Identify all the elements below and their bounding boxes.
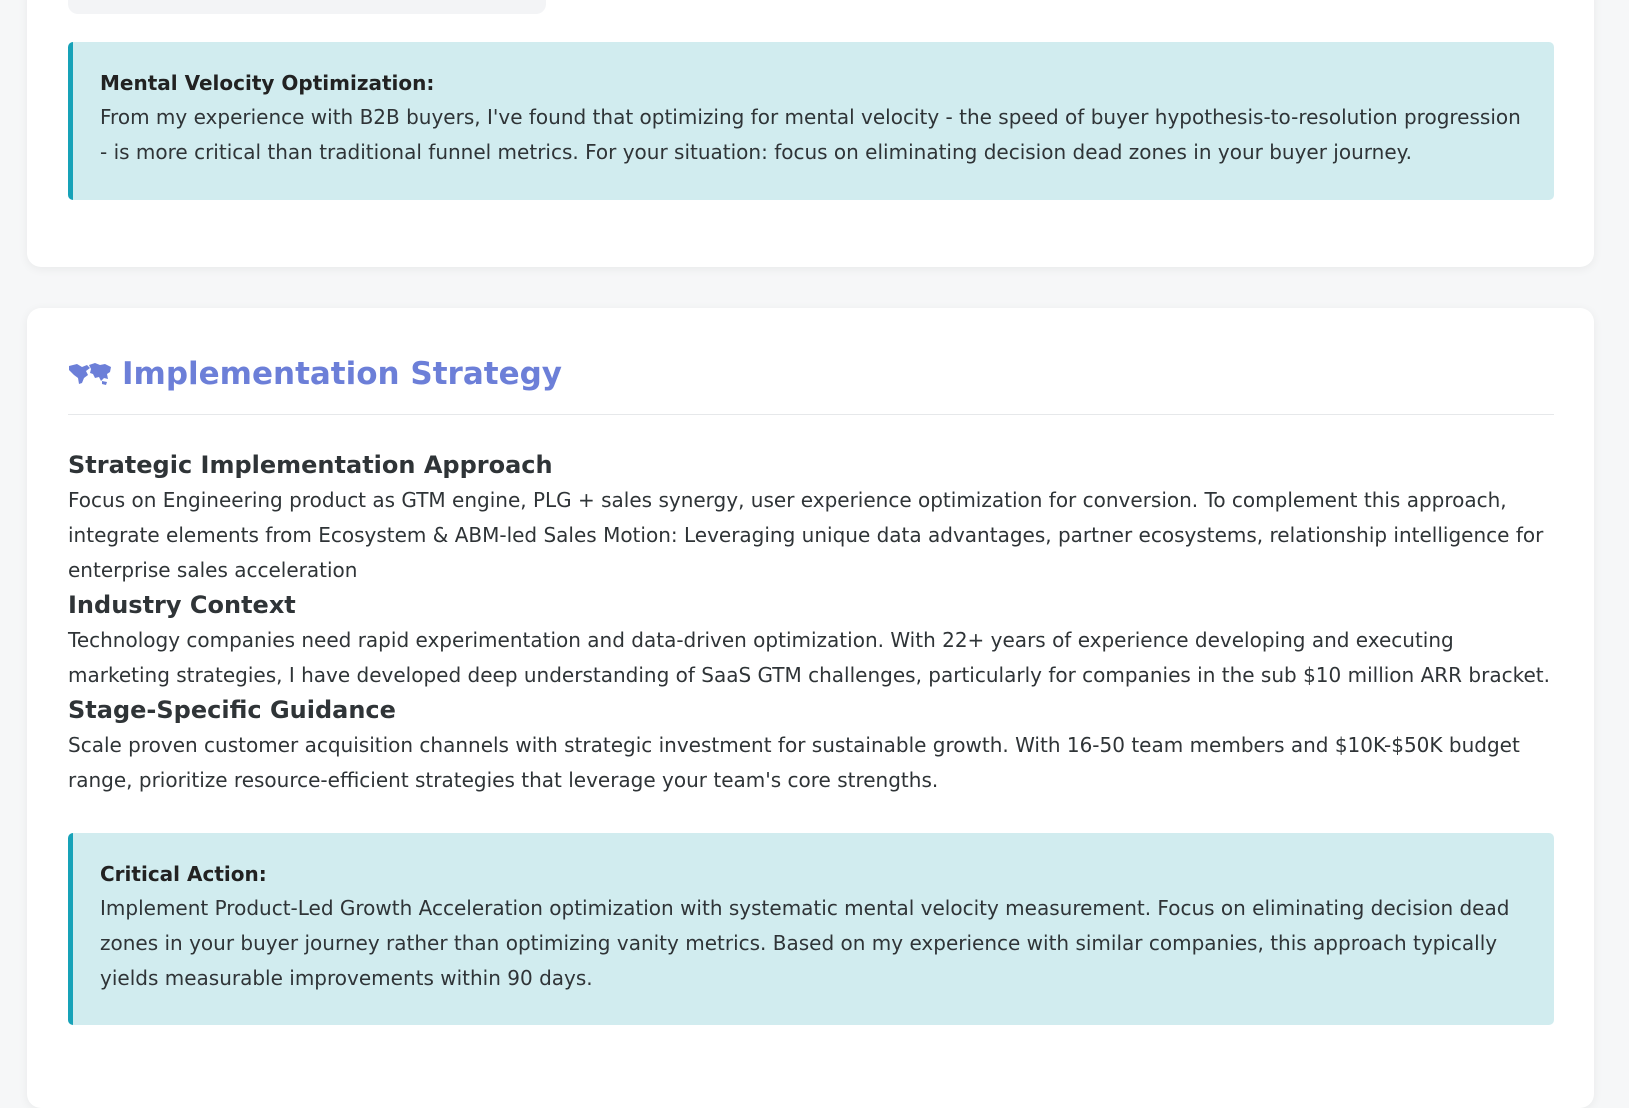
strategy-section (68, 448, 1554, 588)
critical-action-callout (68, 833, 1554, 1025)
insight-card (27, 0, 1594, 267)
section-text: Technology companies need rapid experimentation and data-driven optimization. With 22+ years of experience developing and executing marketing strategies, I have developed deep understanding of SaaS GTM challenges, particularly for companies in the sub $10 million ARR bracket. (68, 628, 1550, 687)
section-text: Scale proven customer acquisition channels with strategic investment for sustainable growth. With 16-50 team members and $10K-$50K budget range, prioritize resource-efficient strategies that leverage your team's core strengths. (68, 733, 1520, 792)
mental-velocity-callout (68, 42, 1554, 200)
callout-title: Mental Velocity Optimization: (100, 71, 435, 95)
section-title: Implementation Strategy (122, 356, 563, 392)
section-heading: Strategic Implementation Approach (68, 451, 553, 479)
strategy-section (68, 693, 1554, 798)
strategy-section (68, 588, 1554, 693)
section-text: Focus on Engineering product as GTM engine, PLG + sales synergy, user experience optimization for conversion. To complement this approach, integrate elements from Ecosystem & ABM-led Sales Motion: Leveraging unique data advantages, partner ecosystems, relationship intelligence for enterprise sales acceleration (68, 488, 1544, 582)
callout-text: From my experience with B2B buyers, I've found that optimizing for mental velocity - the speed of buyer hypothesis-to-resolution progression - is more critical than traditional funnel metrics. For your situation: focus on eliminating decision dead zones in your buyer journey. (100, 105, 1521, 164)
section-header (68, 352, 562, 396)
section-heading: Stage-Specific Guidance (68, 696, 396, 724)
map-icon (68, 361, 112, 387)
previous-content-box (68, 0, 546, 14)
strategy-content (68, 448, 1554, 798)
callout-title: Critical Action: (100, 862, 267, 886)
section-heading: Industry Context (68, 591, 296, 619)
implementation-strategy-card (27, 308, 1594, 1108)
divider (68, 414, 1554, 415)
callout-text: Implement Product-Led Growth Acceleration optimization with systematic mental velocity measurement. Focus on eliminating decision dead zones in your buyer journey rather than optimizing vanity metrics. Based on my experience with similar companies, this approach typically yields measurable improvements within 90 days. (100, 896, 1510, 990)
